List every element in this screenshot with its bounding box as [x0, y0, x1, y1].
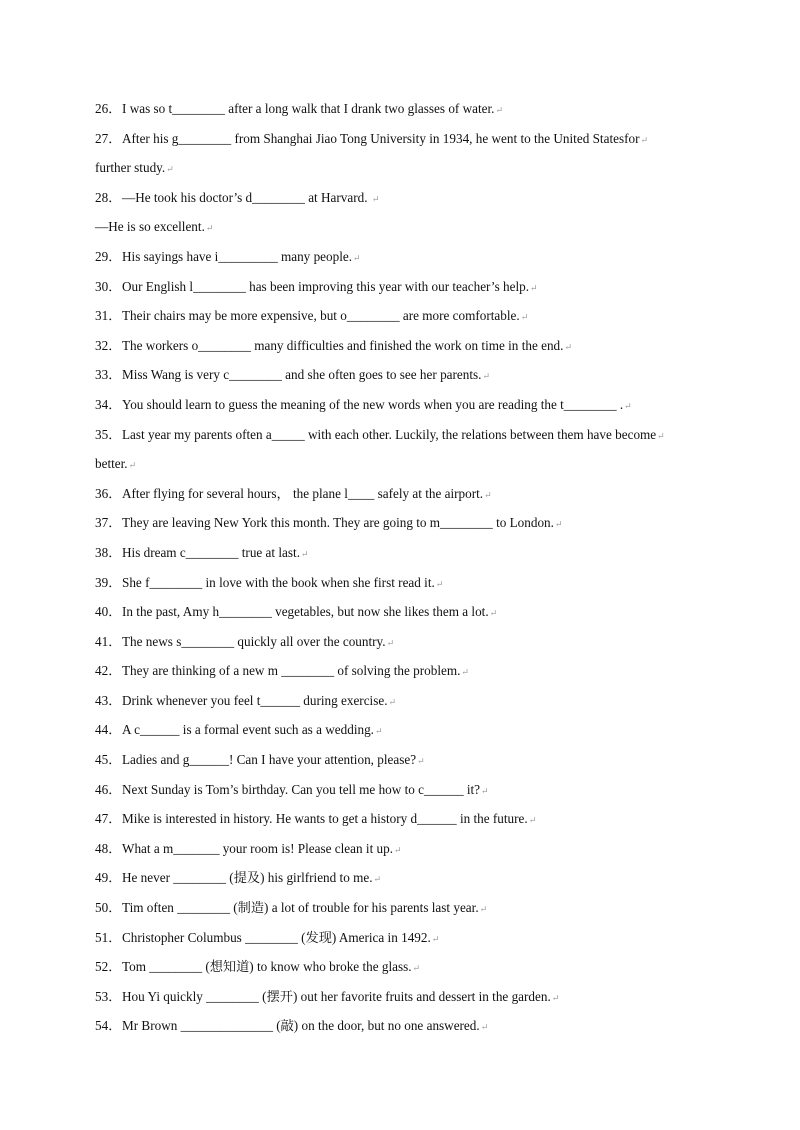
exercise-text: His sayings have i_________ many people.	[122, 248, 353, 264]
exercise-item	[95, 775, 715, 805]
exercise-number: 27．	[95, 130, 122, 146]
exercise-number: 34．	[95, 396, 122, 412]
paragraph-mark-icon: ↵	[484, 489, 492, 500]
paragraph-mark-icon: ↵	[520, 312, 529, 323]
exercise-item	[95, 834, 715, 864]
paragraph-mark-icon: ↵	[657, 430, 665, 441]
exercise-number: 30．	[95, 278, 122, 294]
exercise-number: 37．	[95, 515, 122, 531]
exercise-number: 53．	[95, 988, 122, 1004]
exercise-item	[95, 627, 715, 657]
exercise-number: 48．	[95, 840, 122, 856]
exercise-number: 50．	[95, 900, 122, 916]
exercise-text: further study.	[95, 160, 166, 176]
paragraph-mark-icon: ↵	[482, 371, 490, 382]
exercise-text: The workers o________ many difficulties and finished the work on time in the end.	[122, 337, 564, 353]
exercise-text: A c______ is a formal event such as a wedding.	[122, 722, 374, 738]
exercise-number: 38．	[95, 544, 122, 560]
exercise-item	[95, 360, 715, 390]
exercise-text: Mike is interested in history. He wants to get a history d______ in the future.	[122, 811, 528, 827]
exercise-text: What a m_______ your room is! Please clean it up.	[122, 840, 394, 856]
exercise-item	[95, 479, 715, 509]
exercise-number: 46．	[95, 781, 122, 797]
exercise-item	[95, 804, 715, 834]
paragraph-mark-icon: ↵	[624, 400, 632, 411]
exercise-item	[95, 893, 715, 923]
paragraph-mark-icon: ↵	[551, 992, 560, 1003]
exercise-number: 29．	[95, 248, 122, 264]
exercise-text: Their chairs may be more expensive, but o________ are more comfortable.	[122, 308, 520, 324]
paragraph-mark-icon: ↵	[417, 756, 425, 767]
paragraph-mark-icon: ↵	[128, 460, 137, 471]
paragraph-mark-icon: ↵	[394, 844, 402, 855]
exercise-item	[95, 568, 715, 598]
exercise-text: They are thinking of a new m ________ of solving the problem.	[122, 663, 461, 679]
exercise-text: The news s________ quickly all over the country.	[122, 633, 386, 649]
exercise-number: 42．	[95, 663, 122, 679]
exercise-number: 28．	[95, 189, 122, 205]
exercise-item	[95, 301, 715, 331]
exercise-number: 26．	[95, 101, 122, 116]
paragraph-mark-icon: ↵	[412, 963, 421, 974]
paragraph-mark-icon: ↵	[386, 637, 395, 648]
paragraph-mark-icon: ↵	[431, 933, 440, 944]
exercise-number: 36．	[95, 485, 122, 501]
exercise-item	[95, 686, 715, 716]
paragraph-mark-icon: ↵	[461, 667, 469, 678]
exercise-number: 44．	[95, 722, 122, 738]
paragraph-mark-icon: ↵	[489, 608, 498, 619]
exercise-text: Last year my parents often a_____ with each other. Luckily, the relations between them have become	[122, 426, 657, 442]
exercise-item	[95, 656, 715, 686]
exercise-item	[95, 508, 715, 538]
exercise-text: After his g________ from Shanghai Jiao Tong University in 1934, he went to the United Statesfor	[122, 130, 640, 146]
paragraph-mark-icon: ↵	[480, 1022, 489, 1033]
exercise-item	[95, 390, 715, 420]
exercise-text: He never ________ (提及) his girlfriend to me.	[122, 870, 373, 886]
exercise-item	[95, 124, 715, 154]
exercise-continuation	[95, 212, 715, 242]
exercise-item	[95, 331, 715, 361]
paragraph-mark-icon: ↵	[528, 815, 537, 826]
paragraph-mark-icon: ↵	[435, 578, 444, 589]
exercise-text: —He took his doctor’s d________ at Harvard.	[122, 189, 371, 205]
exercise-number: 51．	[95, 929, 122, 945]
exercise-item	[95, 745, 715, 775]
exercise-number: 31．	[95, 308, 122, 324]
exercise-item	[95, 863, 715, 893]
paragraph-mark-icon: ↵	[564, 341, 572, 352]
exercise-text: Ladies and g______! Can I have your attention, please?	[122, 752, 417, 768]
exercise-text: Mr Brown ______________ (敲) on the door, but no one answered.	[122, 1018, 480, 1034]
exercise-text: In the past, Amy h________ vegetables, but now she likes them a lot.	[122, 604, 489, 620]
exercise-text: You should learn to guess the meaning of the new words when you are reading the t________ .	[122, 396, 624, 412]
exercise-text: —He is so excellent.	[95, 219, 205, 235]
paragraph-mark-icon: ↵	[640, 134, 649, 145]
exercise-number: 52．	[95, 959, 122, 975]
exercise-text: Tim often ________ (制造) a lot of trouble for his parents last year.	[122, 900, 479, 916]
paragraph-mark-icon: ↵	[388, 696, 397, 707]
paragraph-mark-icon: ↵	[530, 282, 538, 293]
exercise-text: They are leaving New York this month. They are going to m________ to London.	[122, 515, 554, 531]
exercise-number: 43．	[95, 692, 122, 708]
exercise-item	[95, 272, 715, 302]
paragraph-mark-icon: ↵	[371, 193, 380, 204]
exercise-text: Next Sunday is Tom’s birthday. Can you tell me how to c______ it?	[122, 781, 481, 797]
exercise-text: Our English l________ has been improving this year with our teacher’s help.	[122, 278, 530, 294]
exercise-text: After flying for several hours， the plane l____ safely at the airport.	[122, 485, 484, 501]
exercise-text: Christopher Columbus ________ (发现) America in 1492.	[122, 929, 431, 945]
exercise-text: Drink whenever you feel t______ during exercise.	[122, 692, 388, 708]
exercise-item	[95, 952, 715, 982]
exercise-text: Miss Wang is very c________ and she often goes to see her parents.	[122, 367, 482, 383]
exercise-continuation	[95, 153, 715, 183]
exercise-number: 33．	[95, 367, 122, 383]
exercise-number: 39．	[95, 574, 122, 590]
exercise-number: 49．	[95, 870, 122, 886]
exercise-text: His dream c________ true at last.	[122, 544, 300, 560]
exercise-text: better.	[95, 456, 128, 472]
exercise-item	[95, 242, 715, 272]
exercise-item	[95, 183, 715, 213]
exercise-item	[95, 94, 715, 124]
exercise-number: 45．	[95, 752, 122, 768]
paragraph-mark-icon: ↵	[495, 105, 504, 115]
paragraph-mark-icon: ↵	[301, 548, 309, 559]
paragraph-mark-icon: ↵	[479, 904, 488, 915]
exercise-list	[95, 94, 715, 1041]
exercise-text: She f________ in love with the book when she first read it.	[122, 574, 435, 590]
exercise-item	[95, 538, 715, 568]
paragraph-mark-icon: ↵	[373, 874, 382, 885]
paragraph-mark-icon: ↵	[374, 726, 383, 737]
exercise-item	[95, 597, 715, 627]
paragraph-mark-icon: ↵	[166, 164, 174, 175]
exercise-number: 41．	[95, 633, 122, 649]
paragraph-mark-icon: ↵	[205, 223, 214, 234]
paragraph-mark-icon: ↵	[554, 519, 563, 530]
exercise-item	[95, 420, 715, 450]
exercise-number: 32．	[95, 337, 122, 353]
exercise-number: 35．	[95, 426, 122, 442]
paragraph-mark-icon: ↵	[481, 785, 489, 796]
exercise-item	[95, 1011, 715, 1041]
exercise-number: 54．	[95, 1018, 122, 1034]
exercise-text: Hou Yi quickly ________ (摆开) out her favorite fruits and dessert in the garden.	[122, 988, 551, 1004]
paragraph-mark-icon: ↵	[353, 252, 361, 263]
exercise-item	[95, 982, 715, 1012]
exercise-item	[95, 923, 715, 953]
exercise-number: 47．	[95, 811, 122, 827]
exercise-item	[95, 715, 715, 745]
exercise-continuation	[95, 449, 715, 479]
exercise-text: I was so t________ after a long walk that I drank two glasses of water.	[122, 101, 495, 116]
exercise-text: Tom ________ (想知道) to know who broke the glass.	[122, 959, 412, 975]
exercise-number: 40．	[95, 604, 122, 620]
